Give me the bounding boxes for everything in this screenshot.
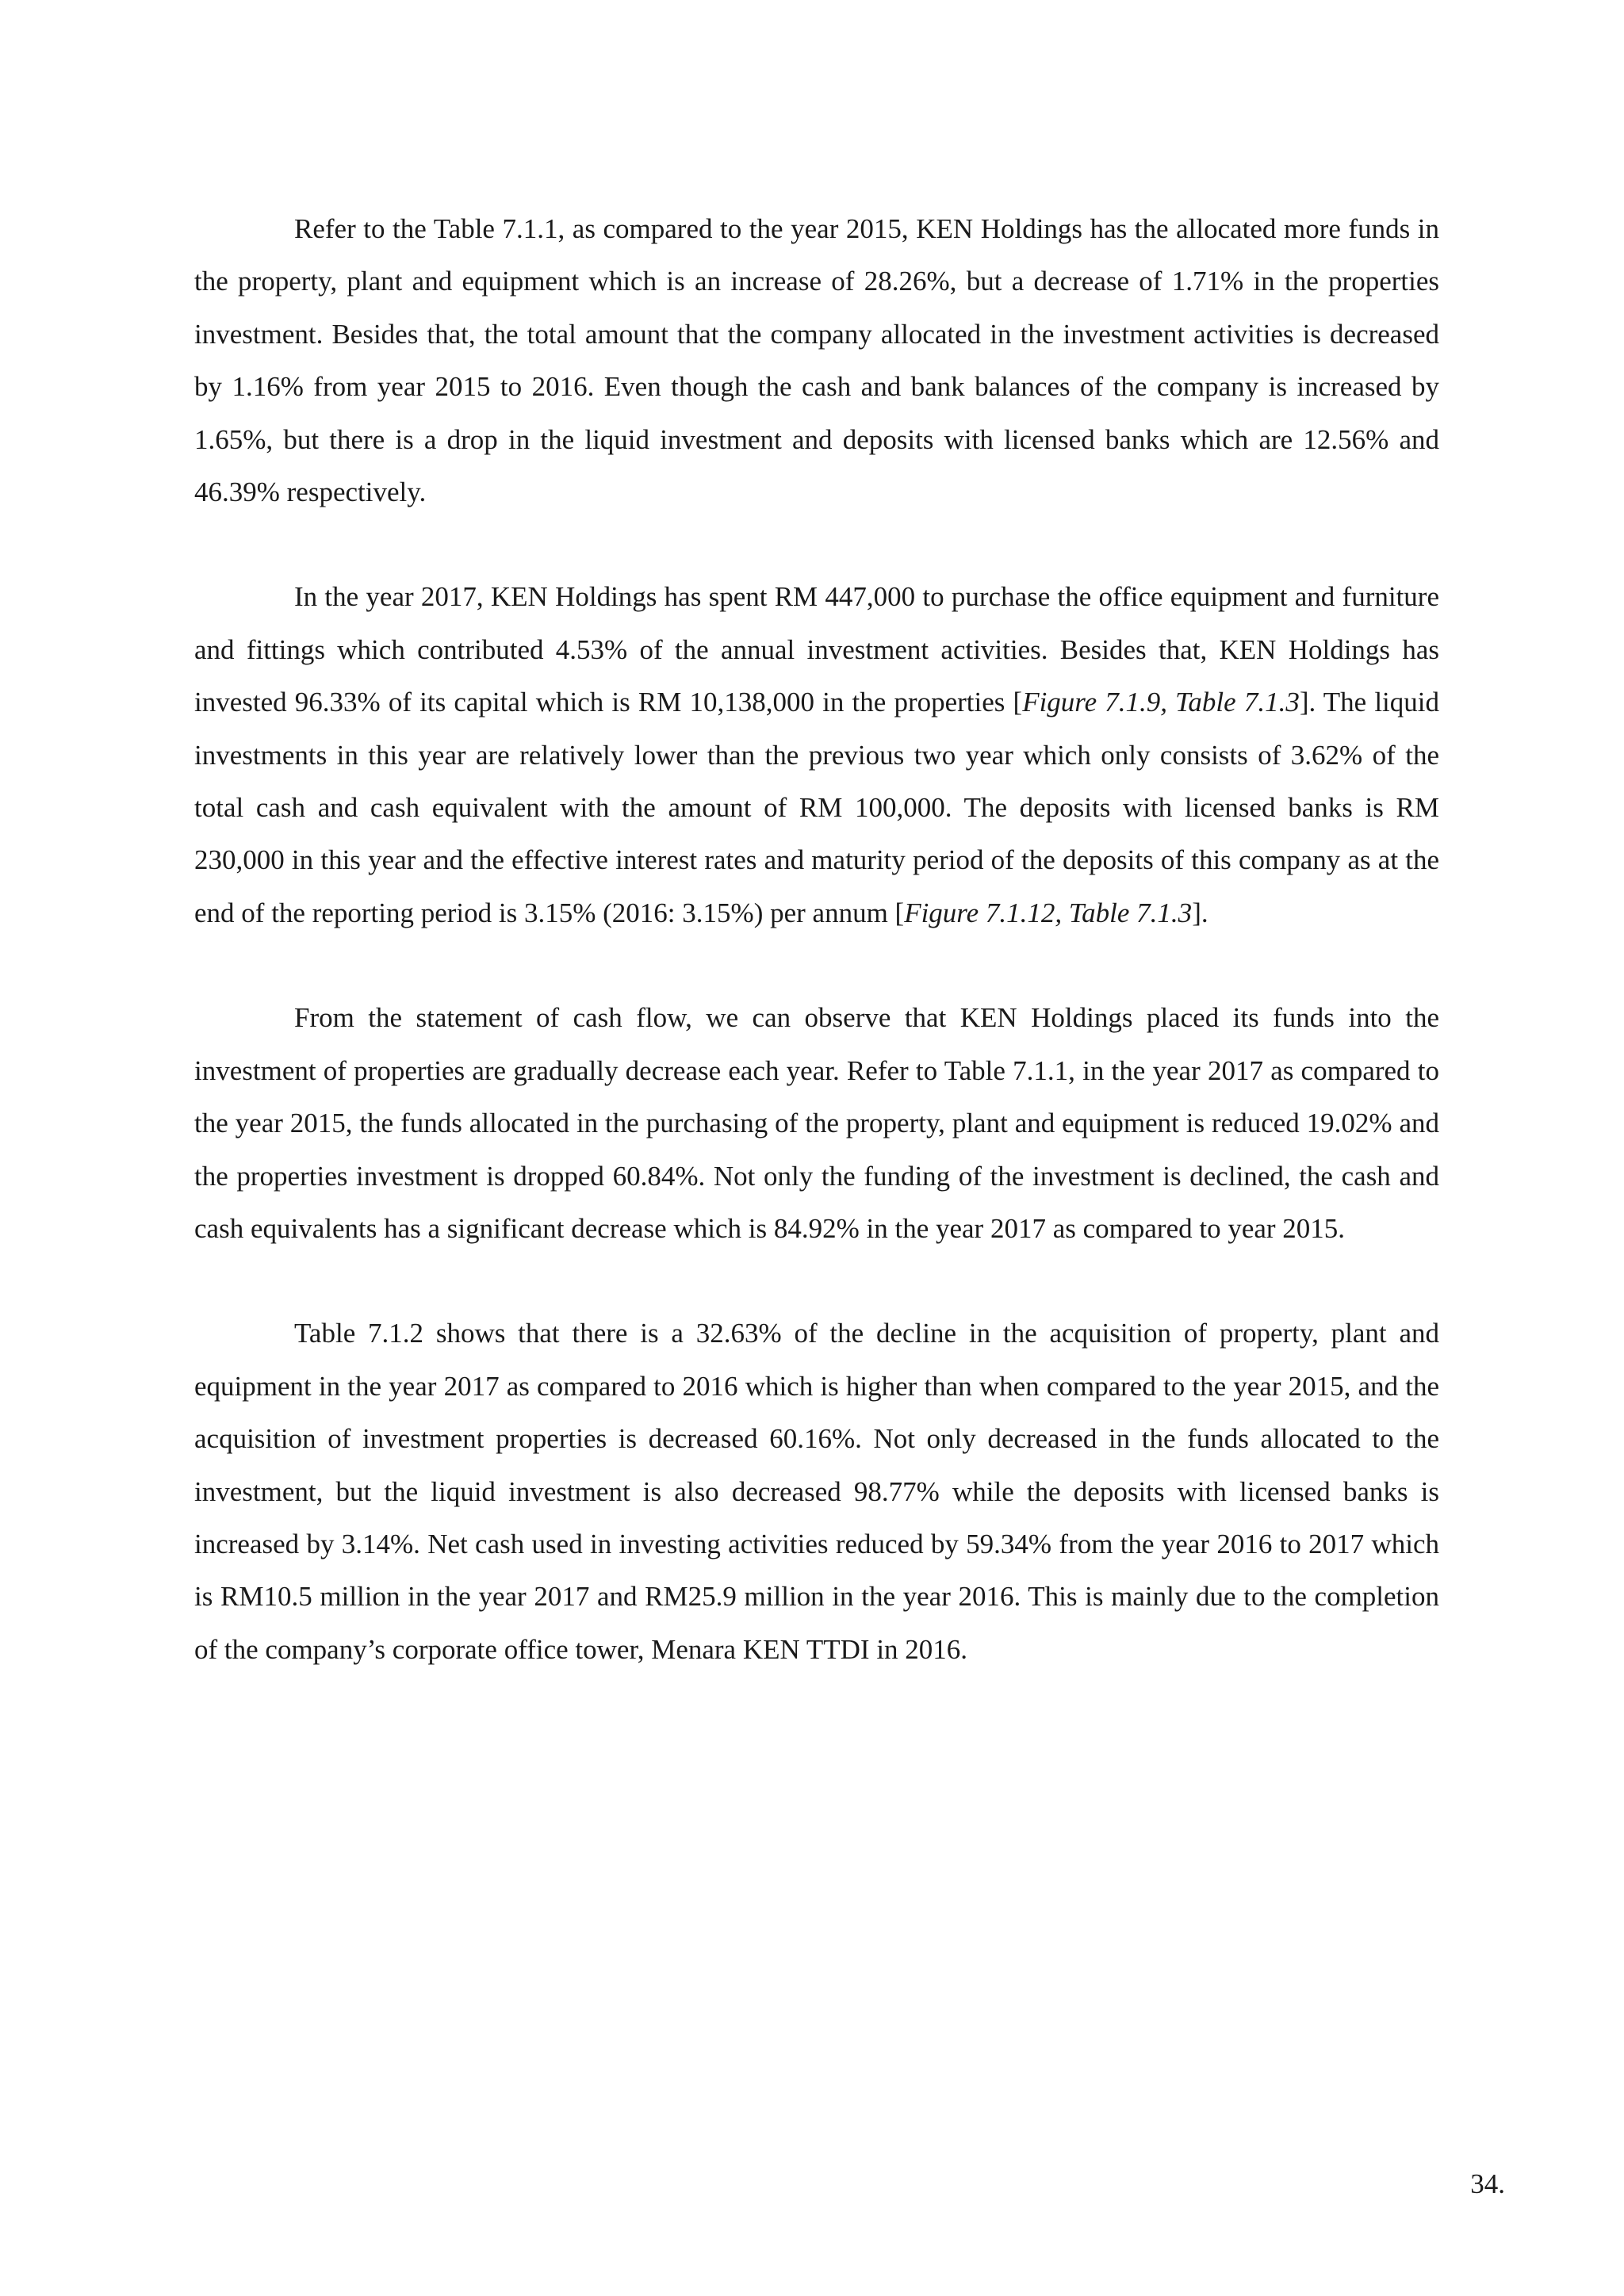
paragraph-text: ]. The liquid investments in this year are relatively lower than the previous two year which only consists of 3.62% of the total cash and cash equivalent with the amount of RM 100,000. The deposits with licensed banks is RM 230,000 in this year and the effective interest rates and maturity period of the deposits of this company as at the end of the reporting period is 3.15% (2016: 3.15%) per annum [: [194, 687, 1439, 928]
paragraph-table-7-1-2-decline: [194, 1307, 1439, 1676]
paragraph-text: Refer to the Table 7.1.1, as compared to the year 2015, KEN Holdings has the allocated more funds in the property, plant and equipment which is an increase of 28.26%, but a decrease of 1.71% in the properties investment. Besides that, the total amount that the company allocated in the investment activities is decreased by 1.16% from year 2015 to 2016. Even though the cash and bank balances of the company is increased by 1.65%, but there is a drop in the liquid investment and deposits with licensed banks which are 12.56% and 46.39% respectively.: [194, 213, 1439, 508]
figure-reference: Figure 7.1.12, Table 7.1.3: [904, 897, 1193, 928]
paragraph-text: In the year 2017, KEN Holdings has spent RM 447,000 to purchase the office equipment and furniture and fittings which contributed 4.53% of the annual investment activities. Besides that, KEN Holdings has invested 96.33% of its capital which is RM 10,138,000 in the properties [: [194, 581, 1439, 718]
paragraph-cash-flow-statement: [194, 992, 1439, 1255]
paragraph-table-7-1-1-comparison: [194, 203, 1439, 519]
paragraph-text: ].: [1192, 897, 1208, 928]
body-text: [194, 203, 1439, 1676]
paragraph-text: From the statement of cash flow, we can observe that KEN Holdings placed its funds into the investment of properties are gradually decrease each year. Refer to Table 7.1.1, in the year 2017 as compared to the year 2015, the funds allocated in the purchasing of the property, plant and equipment is reduced 19.02% and the properties investment is dropped 60.84%. Not only the funding of the investment is declined, the cash and cash equivalents has a significant decrease which is 84.92% in the year 2017 as compared to year 2015.: [194, 1002, 1439, 1244]
paragraph-year-2017-investment: [194, 571, 1439, 939]
figure-reference: Figure 7.1.9, Table 7.1.3: [1022, 687, 1300, 718]
paragraph-text: Table 7.1.2 shows that there is a 32.63% of the decline in the acquisition of property, plant and equipment in the year 2017 as compared to 2016 which is higher than when compared to the year 2015, and the acquisition of investment properties is decreased 60.16%. Not only decreased in the funds allocated to the investment, but the liquid investment is also decreased 98.77% while the deposits with licensed banks is increased by 3.14%. Net cash used in investing activities reduced by 59.34% from the year 2016 to 2017 which is RM10.5 million in the year 2017 and RM25.9 million in the year 2016. This is mainly due to the completion of the company’s corporate office tower, Menara KEN TTDI in 2016.: [194, 1318, 1439, 1665]
page-number: 34.: [1470, 2168, 1505, 2199]
